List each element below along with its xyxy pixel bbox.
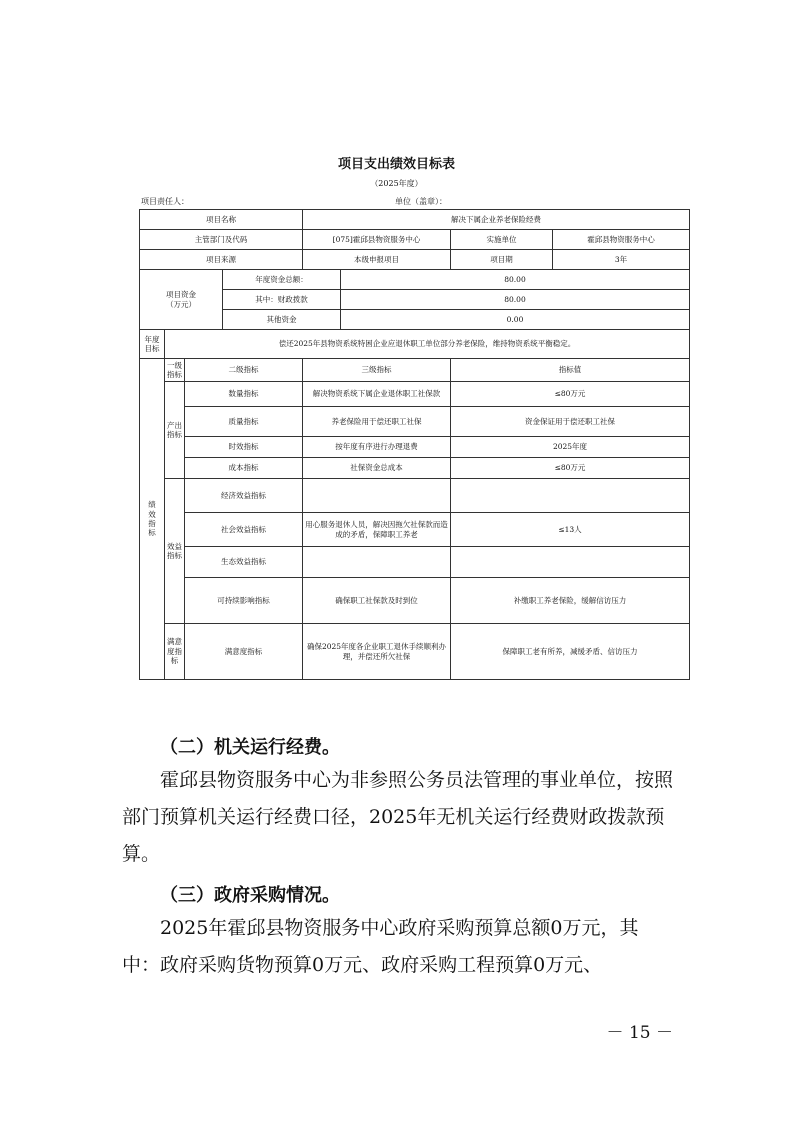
fund-other-label: 其他资金: [223, 310, 341, 330]
satisfaction-value: 保障职工老有所养，减缓矛盾、信访压力: [451, 624, 690, 680]
table-row: [140, 230, 690, 250]
table-row: [140, 290, 690, 310]
output-indicator-label: 产出指标: [165, 382, 185, 479]
table-row: [140, 578, 690, 624]
table-row: [140, 310, 690, 330]
ecological-value: [451, 547, 690, 578]
quality-l3: 养老保险用于偿还职工社保: [303, 407, 451, 437]
economic-value: [451, 479, 690, 513]
annual-goal-text: 偿还2025年县物资系统特困企业应退休职工单位部分养老保险，维持物资系统平衡稳定。: [165, 330, 690, 359]
benefit-indicator-label: 效益指标: [165, 479, 185, 624]
table-row: [140, 330, 690, 359]
economic-l2: 经济效益指标: [185, 479, 303, 513]
sustain-l3: 确保职工社保款及时到位: [303, 578, 451, 624]
period-label: 项目期: [451, 250, 553, 270]
project-name-value: 解决下属企业养老保险经费: [303, 210, 690, 230]
quality-l2: 质量指标: [185, 407, 303, 437]
social-l2: 社会效益指标: [185, 513, 303, 547]
table-row: [140, 513, 690, 547]
sustain-value: 补缴职工养老保险，缓解信访压力: [451, 578, 690, 624]
dept-label: 主管部门及代码: [140, 230, 303, 250]
period-value: 3年: [553, 250, 690, 270]
quality-value: 资金保证用于偿还职工社保: [451, 407, 690, 437]
table-year: （2025年度）: [370, 179, 423, 188]
ecological-l3: [303, 547, 451, 578]
impl-unit-label: 实施单位: [451, 230, 553, 250]
responsible-person-label: 项目责任人：: [141, 197, 189, 206]
fund-other-value: 0.00: [341, 310, 690, 330]
table-row: [140, 437, 690, 458]
table-row: [140, 250, 690, 270]
table-row: [140, 458, 690, 479]
cost-l3: 社保资金总成本: [303, 458, 451, 479]
fund-total-label: 年度资金总额：: [223, 270, 341, 290]
ecological-l2: 生态效益指标: [185, 547, 303, 578]
page-number: － 15 －: [606, 1023, 673, 1043]
table-row: [140, 210, 690, 230]
paragraph-procurement: 2025年霍邱县物资服务中心政府采购预算总额0万元，其中：政府采购货物预算0万元、政府采购工程预算0万元、: [122, 917, 639, 976]
source-value: 本级申报项目: [303, 250, 451, 270]
table-row: [140, 624, 690, 680]
annual-goal-label: 年度目标: [140, 330, 165, 359]
section-heading-procurement: （三）政府采购情况。: [160, 885, 340, 906]
source-label: 项目来源: [140, 250, 303, 270]
performance-table: [139, 209, 690, 680]
unit-seal-label: 单位（盖章）：: [395, 197, 447, 206]
fund-label: 项目资金（万元）: [140, 270, 223, 330]
dept-value: [075]霍邱县物资服务中心: [303, 230, 451, 250]
impl-unit-value: 霍邱县物资服务中心: [553, 230, 690, 250]
timeliness-l3: 按年度有序进行办理退费: [303, 437, 451, 458]
table-row: [140, 479, 690, 513]
fund-total-value: 80.00: [341, 270, 690, 290]
table-row: [140, 382, 690, 407]
table-row: [140, 270, 690, 290]
timeliness-l2: 时效指标: [185, 437, 303, 458]
section-heading-admin-costs: （二）机关运行经费。: [160, 737, 340, 758]
economic-l3: [303, 479, 451, 513]
quantity-l3: 解决物资系统下属企业退休职工社保款: [303, 382, 451, 407]
level3-header: 三级指标: [303, 359, 451, 382]
level2-header: 二级指标: [185, 359, 303, 382]
fund-fiscal-value: 80.00: [341, 290, 690, 310]
cost-l2: 成本指标: [185, 458, 303, 479]
quantity-value: ≤80万元: [451, 382, 690, 407]
table-row: [140, 359, 690, 382]
project-name-label: 项目名称: [140, 210, 303, 230]
quantity-l2: 数量指标: [185, 382, 303, 407]
timeliness-value: 2025年度: [451, 437, 690, 458]
social-l3: 用心服务退休人员，解决因拖欠社保款而造成的矛盾，保障职工养老: [303, 513, 451, 547]
satisfaction-indicator-label: 满意度指标: [165, 624, 185, 680]
paragraph-admin-costs: 霍邱县物资服务中心为非参照公务员法管理的事业单位，按照部门预算机关运行经费口径，2025年无机关运行经费财政拨款预算。: [122, 769, 674, 865]
value-header: 指标值: [451, 359, 690, 382]
table-title: 项目支出绩效目标表: [337, 157, 455, 172]
perf-indicator-label: 绩效指标: [140, 359, 165, 680]
table-row: [140, 547, 690, 578]
satisfaction-l2: 满意度指标: [185, 624, 303, 680]
level1-header: 一级指标: [165, 359, 185, 382]
cost-value: ≤80万元: [451, 458, 690, 479]
satisfaction-l3: 确保2025年度各企业职工退休手续顺利办理，并偿还所欠社保: [303, 624, 451, 680]
fund-fiscal-label: 其中：财政拨款: [223, 290, 341, 310]
table-row: [140, 407, 690, 437]
social-value: ≤13人: [451, 513, 690, 547]
sustain-l2: 可持续影响指标: [185, 578, 303, 624]
